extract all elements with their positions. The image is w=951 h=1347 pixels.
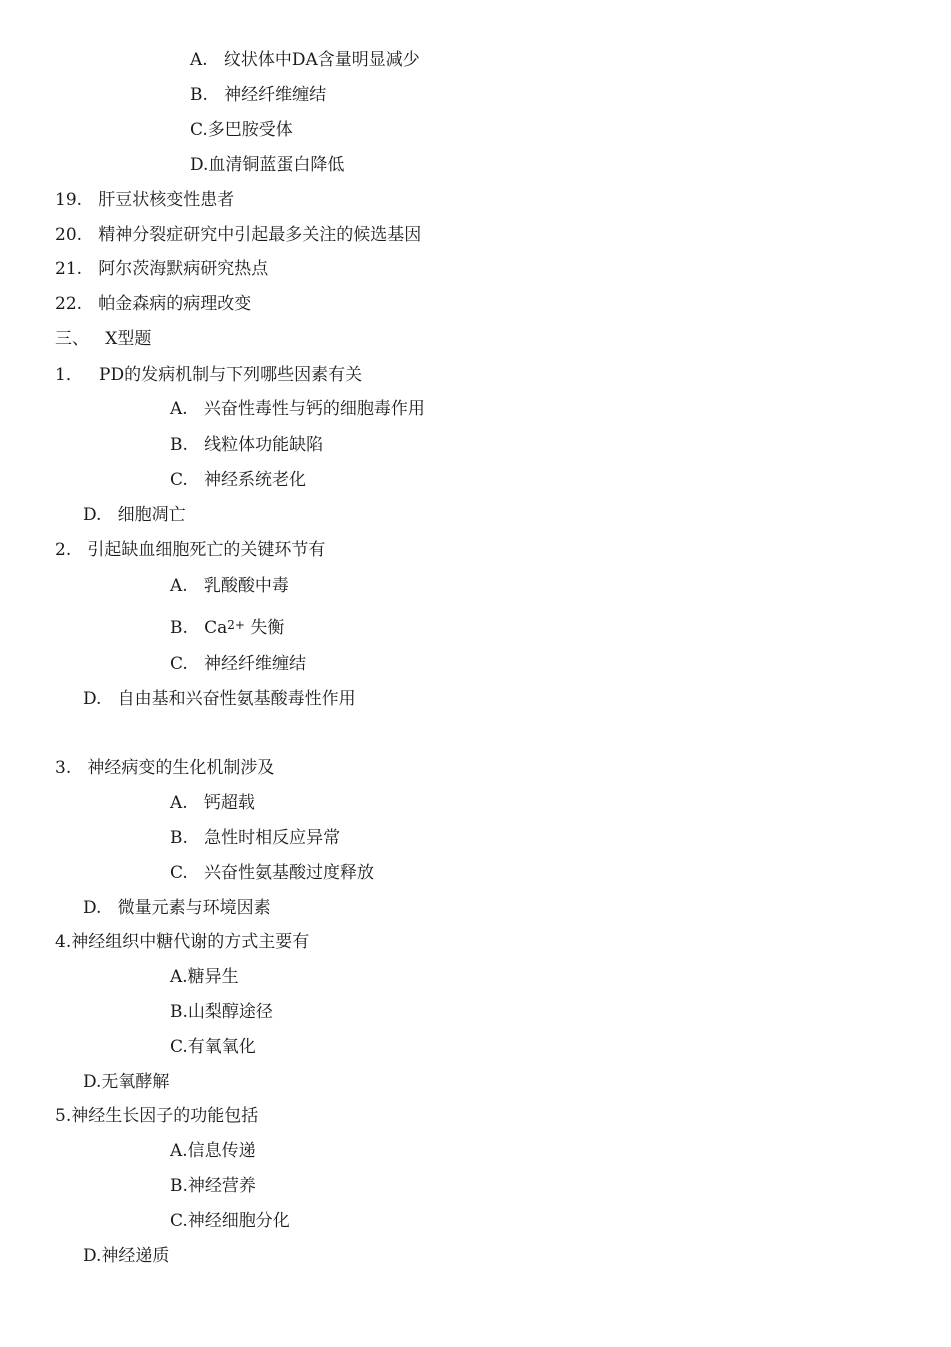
option-b: B. 急性时相反应异常 <box>170 828 341 848</box>
option-d: D.神经递质 <box>83 1246 170 1266</box>
superscript: 2+ <box>227 618 245 632</box>
option-a: A. 乳酸酸中毒 <box>170 576 289 596</box>
option-c: C. 兴奋性氨基酸过度释放 <box>170 863 375 883</box>
option-b: B.山梨醇途径 <box>170 1002 273 1022</box>
question-20: 20. 精神分裂症研究中引起最多关注的候选基因 <box>55 225 422 245</box>
option-c: C.多巴胺受体 <box>190 120 293 140</box>
option-c: C.有氧氧化 <box>170 1037 256 1057</box>
question-3: 3. 神经病变的生化机制涉及 <box>55 758 275 778</box>
question-19: 19. 肝豆状核变性患者 <box>55 190 235 210</box>
option-d: D. 自由基和兴奋性氨基酸毒性作用 <box>83 689 356 709</box>
option-d: D.无氧酵解 <box>83 1072 170 1092</box>
option-a: A. 钙超载 <box>170 793 255 813</box>
option-a: A. 纹状体中DA含量明显减少 <box>190 50 420 70</box>
option-c: C. 神经纤维缠结 <box>170 654 307 674</box>
option-a: A.糖异生 <box>170 967 239 987</box>
option-b-text: B. Ca <box>170 618 228 638</box>
option-b-suffix: 失衡 <box>244 618 285 638</box>
option-c: C. 神经系统老化 <box>170 470 307 490</box>
option-b: B.神经营养 <box>170 1176 256 1196</box>
option-a: A.信息传递 <box>170 1141 256 1161</box>
option-b: B. 线粒体功能缺陷 <box>170 435 324 455</box>
question-2: 2. 引起缺血细胞死亡的关键环节有 <box>55 540 326 560</box>
question-5: 5.神经生长因子的功能包括 <box>55 1106 259 1126</box>
option-d: D. 微量元素与环境因素 <box>83 898 271 918</box>
option-b: B. 神经纤维缠结 <box>190 85 327 105</box>
option-d: D. 细胞凋亡 <box>83 505 186 525</box>
option-b <box>170 617 284 639</box>
question-22: 22. 帕金森病的病理改变 <box>55 294 252 314</box>
question-21: 21. 阿尔茨海默病研究热点 <box>55 259 269 279</box>
question-1: 1． PD的发病机制与下列哪些因素有关 <box>55 365 363 385</box>
option-a: A. 兴奋性毒性与钙的细胞毒作用 <box>170 399 425 419</box>
option-c: C.神经细胞分化 <box>170 1211 290 1231</box>
question-4: 4.神经组织中糖代谢的方式主要有 <box>55 932 310 952</box>
section-heading: 三、 X型题 <box>55 329 152 349</box>
option-d: D.血清铜蓝蛋白降低 <box>190 155 345 175</box>
